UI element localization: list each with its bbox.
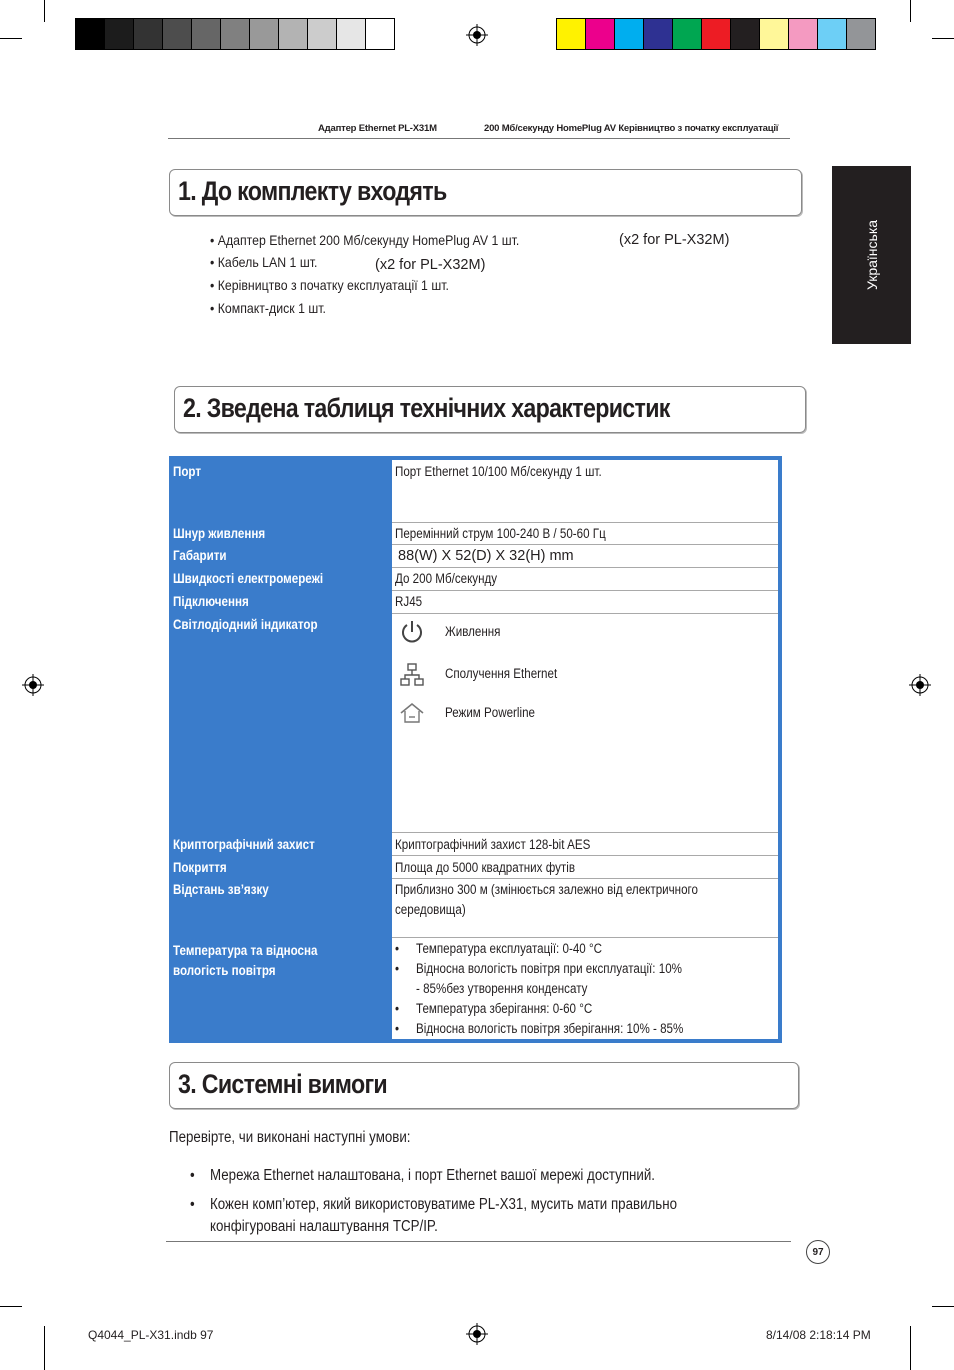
spec-label: Відстань зв’язку <box>173 882 269 897</box>
crop-mark <box>44 0 45 22</box>
color-swatch <box>337 19 366 49</box>
spec-label: Швидкості електромережі <box>173 571 324 586</box>
header-guide-title: 200 Мб/секунду HomePlug AV Керівництво з початку експлуатації <box>484 123 779 134</box>
led-power-label: Живлення <box>445 624 501 639</box>
footer-timestamp: 8/14/08 2:18:14 PM <box>766 1328 871 1342</box>
requirement-item-cont: конфігуровані налаштування TCP/IP. <box>210 1218 438 1235</box>
package-item: • Керівництво з початку експлуатації 1 шт. <box>210 277 449 293</box>
color-swatch <box>847 19 875 49</box>
spec-label-cont: вологість повітря <box>173 963 276 978</box>
spec-value: Приблизно 300 м (змінюється залежно від електричного <box>395 882 698 897</box>
color-swatch <box>760 19 789 49</box>
color-swatch <box>673 19 702 49</box>
registration-mark-icon <box>22 674 44 696</box>
section-2-title: 2. Зведена таблиця технічних характеристик <box>183 393 670 423</box>
color-swatch <box>366 19 394 49</box>
spec-value-cont: середовища) <box>395 902 466 917</box>
env-text: Температура експлуатації: 0-40 °C <box>416 941 603 956</box>
section-1-heading <box>169 169 802 216</box>
env-bullet: • <box>395 1001 400 1016</box>
spec-value: RJ45 <box>395 594 423 609</box>
requirement-item: Мережа Ethernet налаштована, і порт Ethernet вашої мережі доступний. <box>210 1167 656 1184</box>
led-powerline-label: Режим Powerline <box>445 705 536 720</box>
env-text: - 85%без утворення конденсату <box>416 981 588 996</box>
header-rule <box>168 138 790 139</box>
color-swatch <box>192 19 221 49</box>
spec-value: Порт Ethernet 10/100 Мб/секунду 1 шт. <box>395 464 602 479</box>
env-text: Температура зберігання: 0-60 °C <box>416 1001 593 1016</box>
page-number: 97 <box>806 1240 830 1264</box>
color-swatch <box>163 19 192 49</box>
crop-mark <box>910 0 911 22</box>
gray-scale-bar <box>75 18 395 50</box>
registration-mark-icon <box>466 24 488 46</box>
color-swatch <box>586 19 615 49</box>
color-swatch <box>105 19 134 49</box>
spec-label: Покриття <box>173 860 227 875</box>
registration-mark-icon <box>909 674 931 696</box>
network-icon <box>399 662 425 688</box>
spec-label: Габарити <box>173 548 227 563</box>
package-note: (x2 for PL-X32M) <box>619 232 730 248</box>
spec-label: Криптографічний захист <box>173 837 315 852</box>
spec-label: Підключення <box>173 594 249 609</box>
crop-mark <box>910 1326 911 1370</box>
spec-table <box>169 456 782 1043</box>
crop-mark <box>932 38 954 39</box>
color-swatch <box>250 19 279 49</box>
crop-mark <box>0 1306 22 1307</box>
env-bullet: • <box>395 1021 400 1036</box>
section-3-heading <box>169 1062 799 1109</box>
footer-rule <box>166 1241 791 1242</box>
spec-label: Шнур живлення <box>173 526 266 541</box>
registration-mark-icon <box>466 1323 488 1345</box>
color-swatch <box>731 19 760 49</box>
color-swatch <box>308 19 337 49</box>
requirement-item: Кожен комп’ютер, який використовуватиме PL-X31, мусить мати правильно <box>210 1196 678 1213</box>
section-3-title: 3. Системні вимоги <box>178 1069 388 1099</box>
color-swatch <box>818 19 847 49</box>
color-swatch <box>221 19 250 49</box>
spec-value: Перемінний струм 100-240 В / 50-60 Гц <box>395 526 606 541</box>
crop-mark <box>932 1306 954 1307</box>
section-1-title: 1. До комплекту входять <box>178 176 447 206</box>
spec-label: Світлодіодний індикатор <box>173 617 318 632</box>
footer-file: Q4044_PL-X31.indb 97 <box>88 1328 214 1342</box>
requirement-bullet: • <box>190 1196 195 1213</box>
env-bullet: • <box>395 961 400 976</box>
spec-value: Площа до 5000 квадратних футів <box>395 860 575 875</box>
section-2-heading <box>174 386 806 433</box>
language-tab-label: Українська <box>863 219 880 291</box>
color-swatch <box>557 19 586 49</box>
spec-label: Порт <box>173 464 202 479</box>
package-note: (x2 for PL-X32M) <box>375 257 486 273</box>
spec-label: Температура та відносна <box>173 943 318 958</box>
env-text: Відносна вологість повітря зберігання: 10% - 85% <box>416 1021 684 1036</box>
language-tab <box>832 166 911 344</box>
color-swatch <box>134 19 163 49</box>
spec-value: До 200 Мб/секунду <box>395 571 498 586</box>
crop-mark <box>44 1326 45 1370</box>
package-item: • Кабель LAN 1 шт. <box>210 254 318 270</box>
color-swatch <box>644 19 673 49</box>
home-icon <box>399 701 425 725</box>
spec-value: Криптографічний захист 128-bit AES <box>395 837 591 852</box>
header-product: Адаптер Ethernet PL-X31M <box>318 123 437 134</box>
color-swatch <box>615 19 644 49</box>
requirements-intro: Перевірте, чи виконані наступні умови: <box>169 1129 411 1146</box>
package-item: • Компакт-диск 1 шт. <box>210 300 326 316</box>
power-icon <box>399 619 425 645</box>
color-swatch <box>789 19 818 49</box>
spec-value: 88(W) X 52(D) X 32(H) mm <box>398 548 574 564</box>
env-text: Відносна вологість повітря при експлуатації: 10% <box>416 961 682 976</box>
crop-mark <box>0 38 22 39</box>
env-bullet: • <box>395 941 400 956</box>
color-swatch <box>702 19 731 49</box>
package-item: • Адаптер Ethernet 200 Мб/секунду HomePlug AV 1 шт. <box>210 232 520 248</box>
color-calibration-bar <box>556 18 876 50</box>
color-swatch <box>279 19 308 49</box>
color-swatch <box>76 19 105 49</box>
led-ethernet-label: Сполучення Ethernet <box>445 666 558 681</box>
requirement-bullet: • <box>190 1167 195 1184</box>
